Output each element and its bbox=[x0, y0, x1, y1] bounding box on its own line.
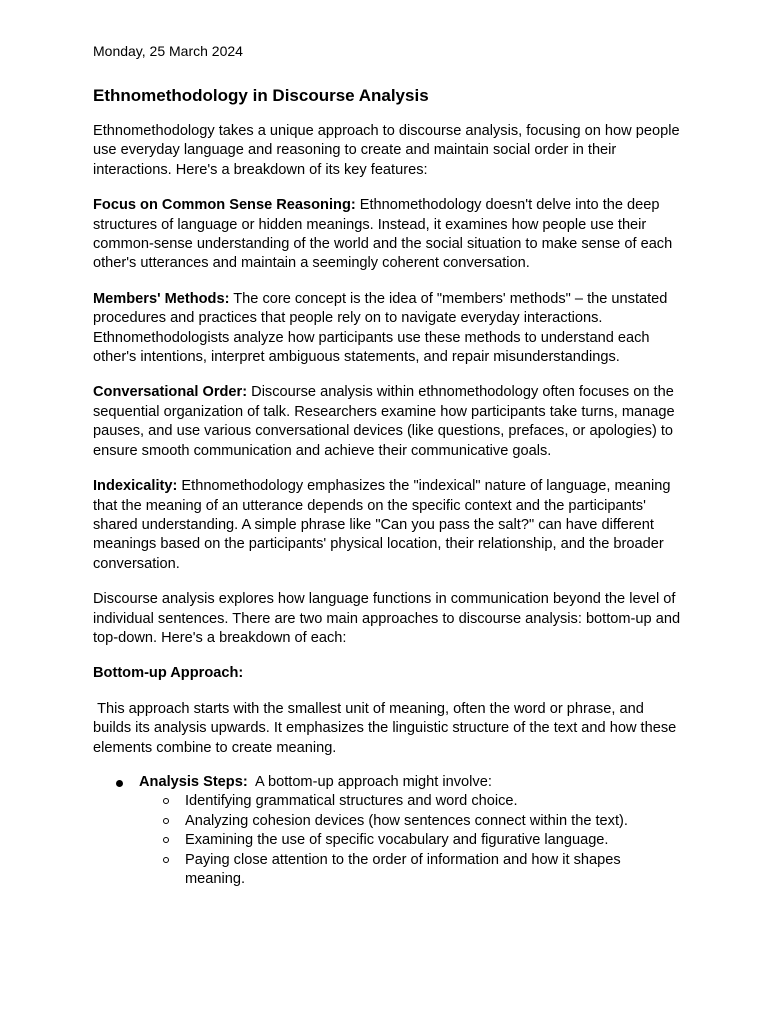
feature-text: Discourse analysis within ethnomethodology often focuses on the sequential organization of talk. Researchers examine how participants take turns, manage pauses, and use various conversational devices (like questions, prefaces, or apologies) to ensure smooth communication and achieve their communicative goals. bbox=[93, 384, 675, 459]
analysis-steps-label: Analysis Steps: bbox=[139, 773, 248, 790]
feature-text: Ethnomethodology emphasizes the "indexical" nature of language, meaning that the meaning of an utterance depends on the specific context and the participants' shared understanding. A simple phrase like "Can you pass the salt?" can have different meanings based on the participants' physical location, their relationship, and the broader conversation. bbox=[93, 478, 671, 572]
bullet-dot-icon bbox=[116, 780, 123, 787]
list-item-analysis-steps bbox=[93, 773, 683, 889]
step-text: Analyzing cohesion devices (how sentences connect within the text). bbox=[185, 812, 628, 829]
analysis-steps-sublist bbox=[139, 792, 683, 889]
intro-paragraph: Ethnomethodology takes a unique approach to discourse analysis, focusing on how people use everyday language and reasoning to create and maintain social order in their interactions. Here's a breakdown of its key features: bbox=[93, 123, 680, 178]
approaches-intro-paragraph: Discourse analysis explores how language functions in communication beyond the level of individual sentences. There are two main approaches to discourse analysis: bottom-up and top-down. Here's a breakdown of each: bbox=[93, 591, 681, 646]
bullet-circle-icon bbox=[163, 798, 169, 804]
list-item bbox=[139, 792, 683, 811]
list-item bbox=[139, 831, 683, 850]
document-date: Monday, 25 March 2024 bbox=[93, 43, 243, 59]
feature-heading: Indexicality: bbox=[93, 478, 178, 495]
feature-paragraph-members-methods bbox=[93, 290, 683, 368]
step-text: Examining the use of specific vocabulary and figurative language. bbox=[185, 832, 609, 849]
bottom-up-heading: Bottom-up Approach: bbox=[93, 665, 244, 682]
feature-paragraph-conversational-order bbox=[93, 383, 683, 461]
bullet-circle-icon bbox=[163, 837, 169, 843]
bullet-circle-icon bbox=[163, 818, 169, 824]
document-title: Ethnomethodology in Discourse Analysis bbox=[93, 86, 429, 105]
step-text: Identifying grammatical structures and word choice. bbox=[185, 793, 518, 810]
list-item bbox=[139, 851, 683, 890]
bottom-up-list bbox=[93, 773, 683, 889]
step-text: Paying close attention to the order of information and how it shapes meaning. bbox=[185, 851, 621, 887]
list-item bbox=[139, 812, 683, 831]
feature-paragraph-indexicality bbox=[93, 477, 683, 574]
document-page bbox=[93, 42, 683, 889]
analysis-steps-text: A bottom-up approach might involve: bbox=[247, 773, 492, 790]
feature-text: Ethnomethodology doesn't delve into the deep structures of language or hidden meanings. Instead, it examines how people use their common-sense understanding of the world and the social situation to make sense of each other's utterances and maintain a seemingly coherent conversation. bbox=[93, 197, 673, 272]
feature-heading: Focus on Common Sense Reasoning: bbox=[93, 197, 356, 214]
feature-heading: Conversational Order: bbox=[93, 384, 248, 401]
feature-heading: Members' Methods: bbox=[93, 290, 230, 307]
bottom-up-description: This approach starts with the smallest unit of meaning, often the word or phrase, and builds its analysis upwards. It emphasizes the linguistic structure of the text and how these elements combine to create meaning. bbox=[93, 700, 681, 756]
feature-text: The core concept is the idea of "members' methods" – the unstated procedures and practices that people rely on to navigate everyday interactions. Ethnomethodologists analyze how participants use these methods to understand each other's intentions, interpret ambiguous statements, and repair misunderstandings. bbox=[93, 290, 668, 366]
feature-paragraph-common-sense bbox=[93, 196, 683, 274]
bullet-circle-icon bbox=[163, 857, 169, 863]
